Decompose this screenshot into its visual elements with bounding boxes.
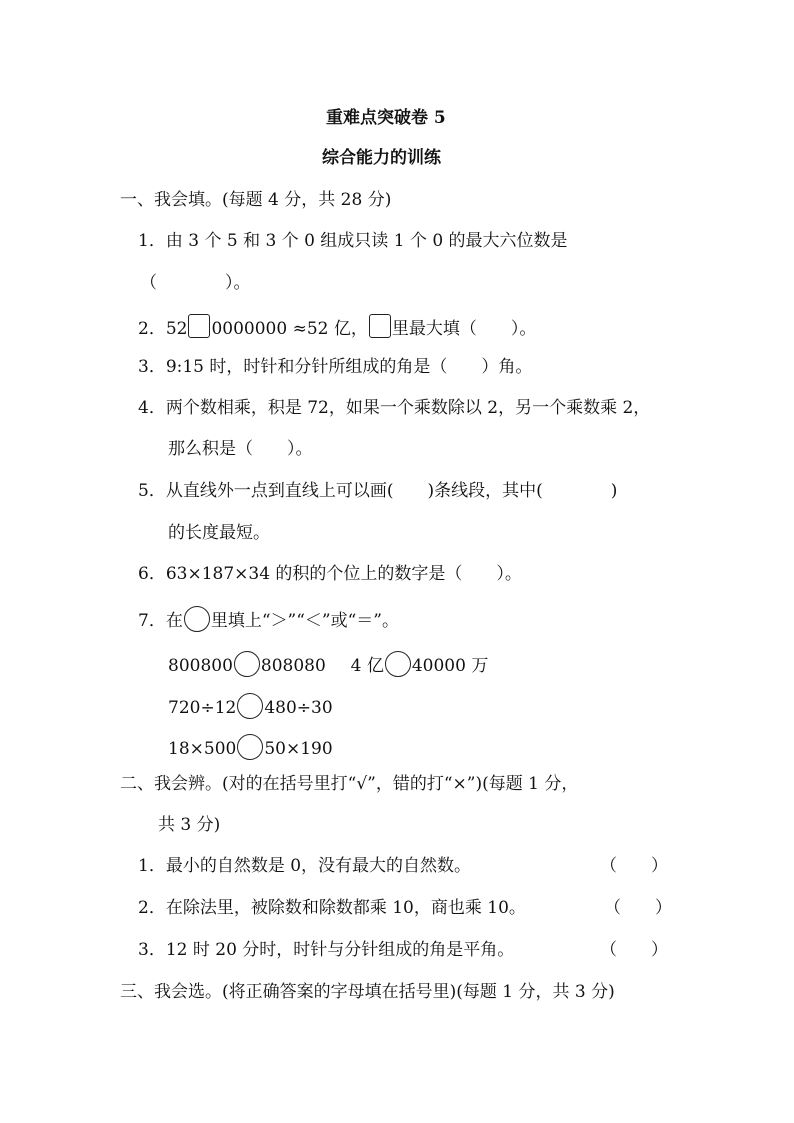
question-4-continuation: 那么积是（ ）。 (168, 439, 313, 459)
page-subtitle: 综合能力的训练 (322, 148, 441, 168)
compare-circle-2[interactable] (385, 651, 411, 677)
judge-question-2: 2．在除法里，被除数和除数都乘 10，商也乘 10。 (138, 898, 526, 918)
question-2-middle: 0000000 ≈52 亿， (211, 319, 368, 339)
judge-answer-3[interactable]: （ ） (600, 940, 668, 960)
compare-4-left: 18×500 (168, 739, 237, 759)
compare-1-left: 800800 (168, 656, 233, 676)
compare-row-1 (168, 651, 488, 678)
compare-2-right: 40000 万 (411, 656, 489, 676)
question-1-text: 1．由 3 个 5 和 3 个 0 组成只读 1 个 0 的最大六位数是 (138, 231, 568, 251)
answer-box-reference (369, 314, 391, 338)
compare-row-2 (168, 693, 333, 720)
section2-heading: 二、我会辨。(对的在括号里打“√”，错的打“×”)(每题 1 分， (120, 774, 579, 794)
judge-answer-1[interactable]: （ ） (600, 856, 668, 876)
circle-reference (184, 606, 210, 632)
question-7-text (138, 606, 399, 633)
compare-circle-1[interactable] (234, 651, 260, 677)
question-2-prefix: 2．52 (138, 319, 188, 339)
page-title: 重难点突破卷 5 (326, 108, 446, 128)
compare-3-right: 480÷30 (264, 698, 333, 718)
compare-circle-4[interactable] (237, 734, 263, 760)
question-2-suffix: 里最大填（ ）。 (391, 319, 537, 339)
compare-2-left: 4 亿 (350, 656, 384, 676)
judge-answer-2[interactable]: （ ） (604, 898, 672, 918)
question-1-answer-blank: （ ）。 (140, 273, 251, 293)
question-6-text: 6．63×187×34 的积的个位上的数字是（ ）。 (138, 564, 522, 584)
question-7-prefix: 7．在 (138, 611, 183, 631)
compare-1-right: 808080 (260, 656, 326, 676)
question-5-text: 5．从直线外一点到直线上可以画( )条线段，其中( ) (138, 481, 618, 501)
judge-question-1: 1．最小的自然数是 0，没有最大的自然数。 (138, 856, 472, 876)
judge-question-3: 3．12 时 20 分时，时针与分针组成的角是平角。 (138, 940, 515, 960)
section3-heading: 三、我会选。(将正确答案的字母填在括号里)(每题 1 分，共 3 分) (120, 982, 615, 1002)
compare-row-3 (168, 734, 333, 761)
compare-circle-3[interactable] (237, 693, 263, 719)
question-3-text: 3．9:15 时，时针和分针所组成的角是（ ）角。 (138, 357, 533, 377)
compare-4-right: 50×190 (264, 739, 333, 759)
question-5-continuation: 的长度最短。 (168, 523, 270, 543)
answer-box[interactable] (188, 314, 210, 338)
section2-heading-continuation: 共 3 分) (158, 815, 221, 835)
question-4-text: 4．两个数相乘，积是 72，如果一个乘数除以 2，另一个乘数乘 2， (138, 398, 651, 418)
question-7-suffix: 里填上“＞”“＜”或“＝”。 (210, 611, 399, 631)
question-2-text (138, 314, 536, 341)
compare-3-left: 720÷12 (168, 698, 237, 718)
section1-heading: 一、我会填。(每题 4 分，共 28 分) (120, 190, 392, 210)
